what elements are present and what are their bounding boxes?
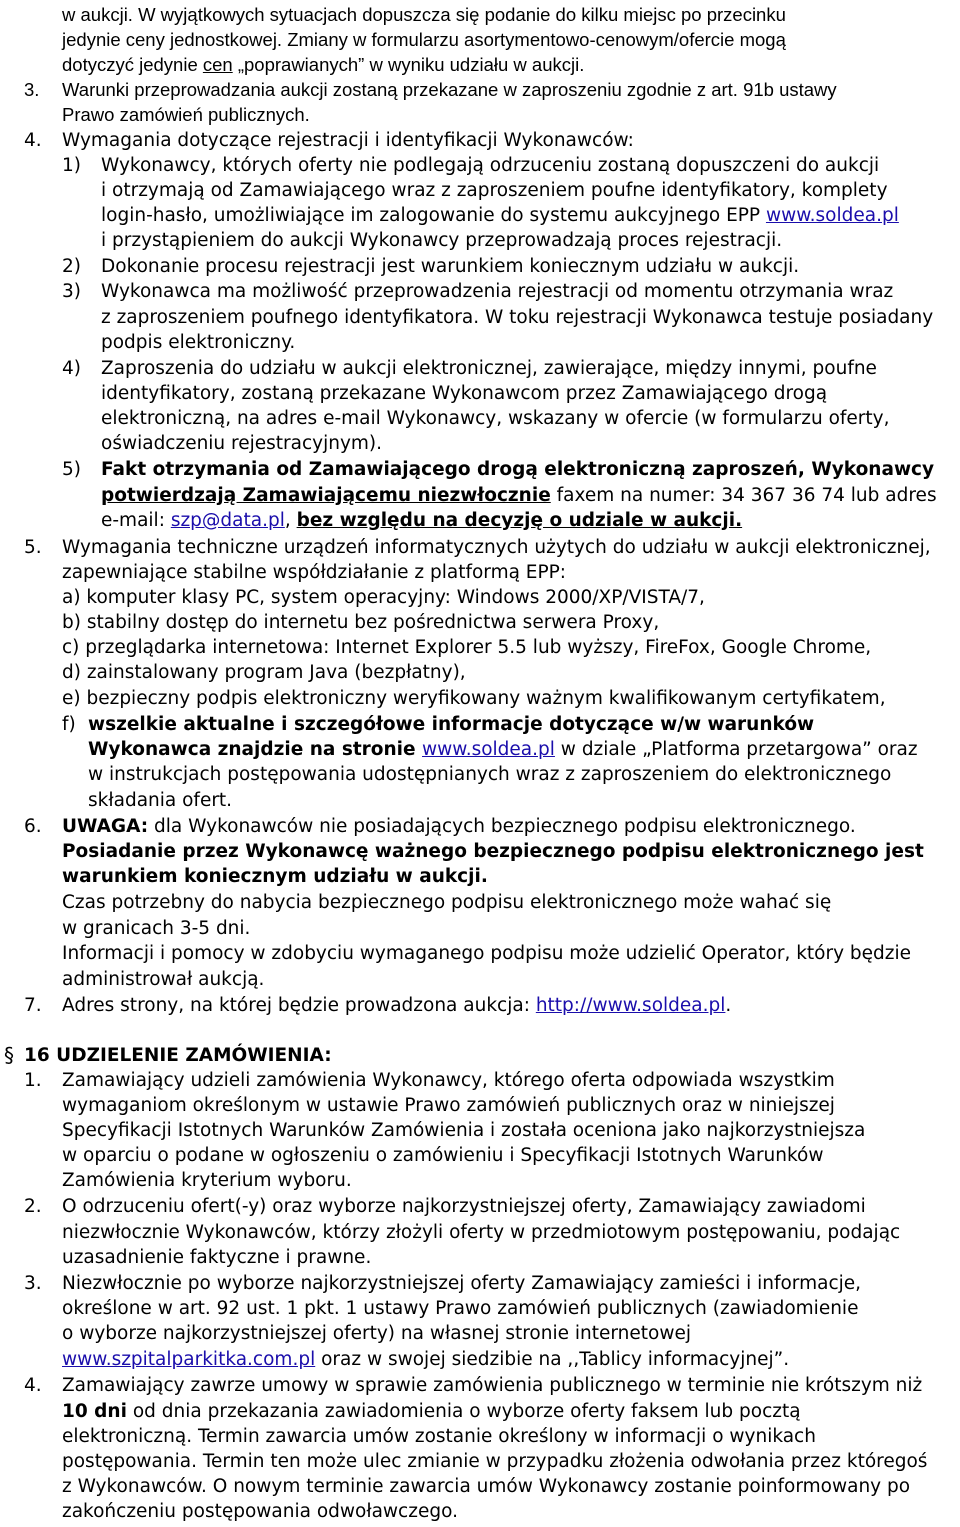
sub-item-number: 5) [62,459,81,480]
sub-item-number: 3) [62,281,81,302]
text-line: Specyfikacji Istotnych Warunków Zamówienia i została oceniona jako najkorzystniejsza [62,1120,866,1141]
text-line: Zamówienia kryterium wyboru. [62,1170,352,1191]
text-line: Wykonawcy, których oferty nie podlegają odrzuceniu zostaną dopuszczeni do aukcji [101,155,880,176]
text-line: w aukcji. W wyjątkowych sytuacjach dopuszcza się podanie do kilku miejsc po przecinku [62,4,786,25]
text-line: Wykonawca znajdzie na stronie www.soldea.pl w dziale „Platforma przetargowa” oraz [88,739,918,760]
text-line: i otrzymają od Zamawiającego wraz z zaproszeniem poufne identyfikatory, komplety [101,180,888,201]
text-line: Adres strony, na której będzie prowadzona aukcja: http://www.soldea.pl. [62,995,732,1016]
section-title: 16 UDZIELENIE ZAMÓWIENIA: [24,1045,332,1066]
list-item: a) komputer klasy PC, system operacyjny: Windows 2000/XP/VISTA/7, [62,587,705,608]
list-item: e) bezpieczny podpis elektroniczny weryfikowany ważnym kwalifikowanym certyfikatem, [62,688,886,709]
text-line: uzasadnienie faktyczne i prawne. [62,1247,372,1268]
hospital-website-link[interactable]: www.szpitalparkitka.com.pl [62,1349,316,1370]
text-line: Fakt otrzymania od Zamawiającego drogą elektroniczną zaproszeń, Wykonawcy [101,459,935,480]
item-number: 4. [24,1375,42,1396]
text-line: postępowania. Termin ten może ulec zmianie w przypadku złożenia odwołania przez któregoś [62,1451,928,1472]
text-line: e-mail: szp@data.pl, bez względu na decyzję o udziale w aukcji. [101,510,743,531]
item-number: 3. [24,79,40,100]
text-line: określone w art. 92 ust. 1 pkt. 1 ustawy Prawo zamówień publicznych (zawiadomienie [62,1298,859,1319]
section-heading: Wymagania dotyczące rejestracji i identyfikacji Wykonawców: [62,130,634,151]
text-line: elektroniczną. Termin zawarcia umów zostanie określony w informacji o wynikach [62,1426,816,1447]
text-line: warunkiem koniecznym udziału w aukcji. [62,866,488,887]
soldea-link[interactable]: www.soldea.pl [765,205,899,226]
section-bullet: § [4,1043,14,1067]
text-line: Niezwłocznie po wyborze najkorzystniejszej oferty Zamawiający zamieści i informacje, [62,1273,862,1294]
text-line: Dokonanie procesu rejestracji jest warunkiem koniecznym udziału w aukcji. [101,256,800,277]
text-line: O odrzuceniu ofert(-y) oraz wyborze najkorzystniejszej oferty, Zamawiający zawiadomi [62,1196,866,1217]
text-line: UWAGA: dla Wykonawców nie posiadających bezpiecznego podpisu elektronicznego. [62,816,856,837]
email-link[interactable]: szp@data.pl [170,510,285,531]
sub-item-number: 4) [62,358,81,379]
text-line: wymaganiom określonym w ustawie Prawo zamówień publicznych oraz w niniejszej [62,1095,835,1116]
item-number: 5. [24,537,42,558]
text-line: www.szpitalparkitka.com.pl oraz w swojej siedzibie na ,,Tablicy informacyjnej”. [62,1349,790,1370]
soldea-link[interactable]: www.soldea.pl [422,739,555,760]
text-line: Wykonawca ma możliwość przeprowadzenia rejestracji od momentu otrzymania wraz [101,281,894,302]
text-line: Informacji i pomocy w zdobyciu wymaganego podpisu może udzielić Operator, który będzie [62,943,912,964]
text-line: jedynie ceny jednostkowej. Zmiany w formularzu asortymentowo-cenowym/ofercie mogą [62,29,786,50]
text-line: Posiadanie przez Wykonawcę ważnego bezpiecznego podpisu elektronicznego jest [62,841,924,862]
item-number: 2. [24,1196,42,1217]
text-line: w instrukcjach postępowania udostępnianych wraz z zaproszeniem do elektronicznego [88,764,892,785]
text-line: o wyborze najkorzystniejszej oferty) na własnej stronie internetowej [62,1323,691,1344]
text-line: z Wykonawców. O nowym terminie zawarcia umów Wykonawcy zostanie poinformowany po [62,1476,911,1497]
text-line: zakończeniu postępowania odwoławczego. [62,1501,458,1522]
item-number: 7. [24,995,42,1016]
text-line: potwierdzają Zamawiającemu niezwłocznie faxem na numer: 34 367 36 74 lub adres [101,485,937,506]
text-line: w oparciu o podane w ogłoszeniu o zamówieniu i Specyfikacji Istotnych Warunków [62,1145,824,1166]
list-item: b) stabilny dostęp do internetu bez pośrednictwa serwera Proxy, [62,612,660,633]
text-line: zapewniające stabilne współdziałanie z platformą EPP: [62,562,567,583]
text-line: dotyczyć jedynie cen „poprawianych” w wyniku udziału w aukcji. [62,54,585,75]
text-line: Czas potrzebny do nabycia bezpiecznego podpisu elektronicznego może wahać się [62,892,832,913]
text-line: podpis elektroniczny. [101,332,296,353]
item-number: 1. [24,1070,42,1091]
text-line: administrował aukcją. [62,969,265,990]
text-line: w granicach 3-5 dni. [62,918,251,939]
text-line: Zaproszenia do udziału w aukcji elektronicznej, zawierające, między innymi, poufne [101,358,877,379]
text-line: Zamawiający zawrze umowy w sprawie zamówienia publicznego w terminie nie krótszym niż [62,1375,923,1396]
sub-item-number: 2) [62,256,81,277]
text-line: oświadczeniu rejestracyjnym). [101,433,383,454]
text-line: i przystąpieniem do aukcji Wykonawcy przeprowadzają proces rejestracji. [101,230,783,251]
text-line: składania ofert. [88,790,233,811]
text-line: identyfikatory, zostaną przekazane Wykonawcom przez Zamawiającego drogą [101,383,828,404]
text-line: elektroniczną, na adres e-mail Wykonawcy, wskazany w ofercie (w formularzu oferty, [101,408,890,429]
list-item-letter: f) [62,714,76,735]
list-item: d) zainstalowany program Java (bezpłatny), [62,662,466,683]
text-line: Wymagania techniczne urządzeń informatycznych użytych do udziału w aukcji elektronicznej, [62,537,931,558]
sub-item-number: 1) [62,155,81,176]
text-line: 10 dni od dnia przekazania zawiadomienia o wyborze oferty faksem lub pocztą [62,1401,801,1422]
text-line: Warunki przeprowadzania aukcji zostaną przekazane w zaproszeniu zgodnie z art. 91b ustawy [62,79,837,100]
auction-url-link[interactable]: http://www.soldea.pl [535,995,726,1016]
text-line: wszelkie aktualne i szczegółowe informacje dotyczące w/w warunków [88,714,815,735]
text-line: login-hasło, umożliwiające im zalogowanie do systemu aukcyjnego EPP www.soldea.pl [101,205,899,226]
text-line: niezwłocznie Wykonawców, którzy złożyli oferty w przedmiotowym postępowaniu, podając [62,1222,901,1243]
item-number: 4. [24,130,42,151]
text-line: z zaproszeniem poufnego identyfikatora. W toku rejestracji Wykonawca testuje posiadany [101,307,934,328]
item-number: 3. [24,1273,42,1294]
text-line: Zamawiający udzieli zamówienia Wykonawcy, którego oferta odpowiada wszystkim [62,1070,835,1091]
text-line: Prawo zamówień publicznych. [62,104,310,125]
item-number: 6. [24,816,42,837]
list-item: c) przeglądarka internetowa: Internet Explorer 5.5 lub wyższy, FireFox, Google Chrome, [62,637,872,658]
